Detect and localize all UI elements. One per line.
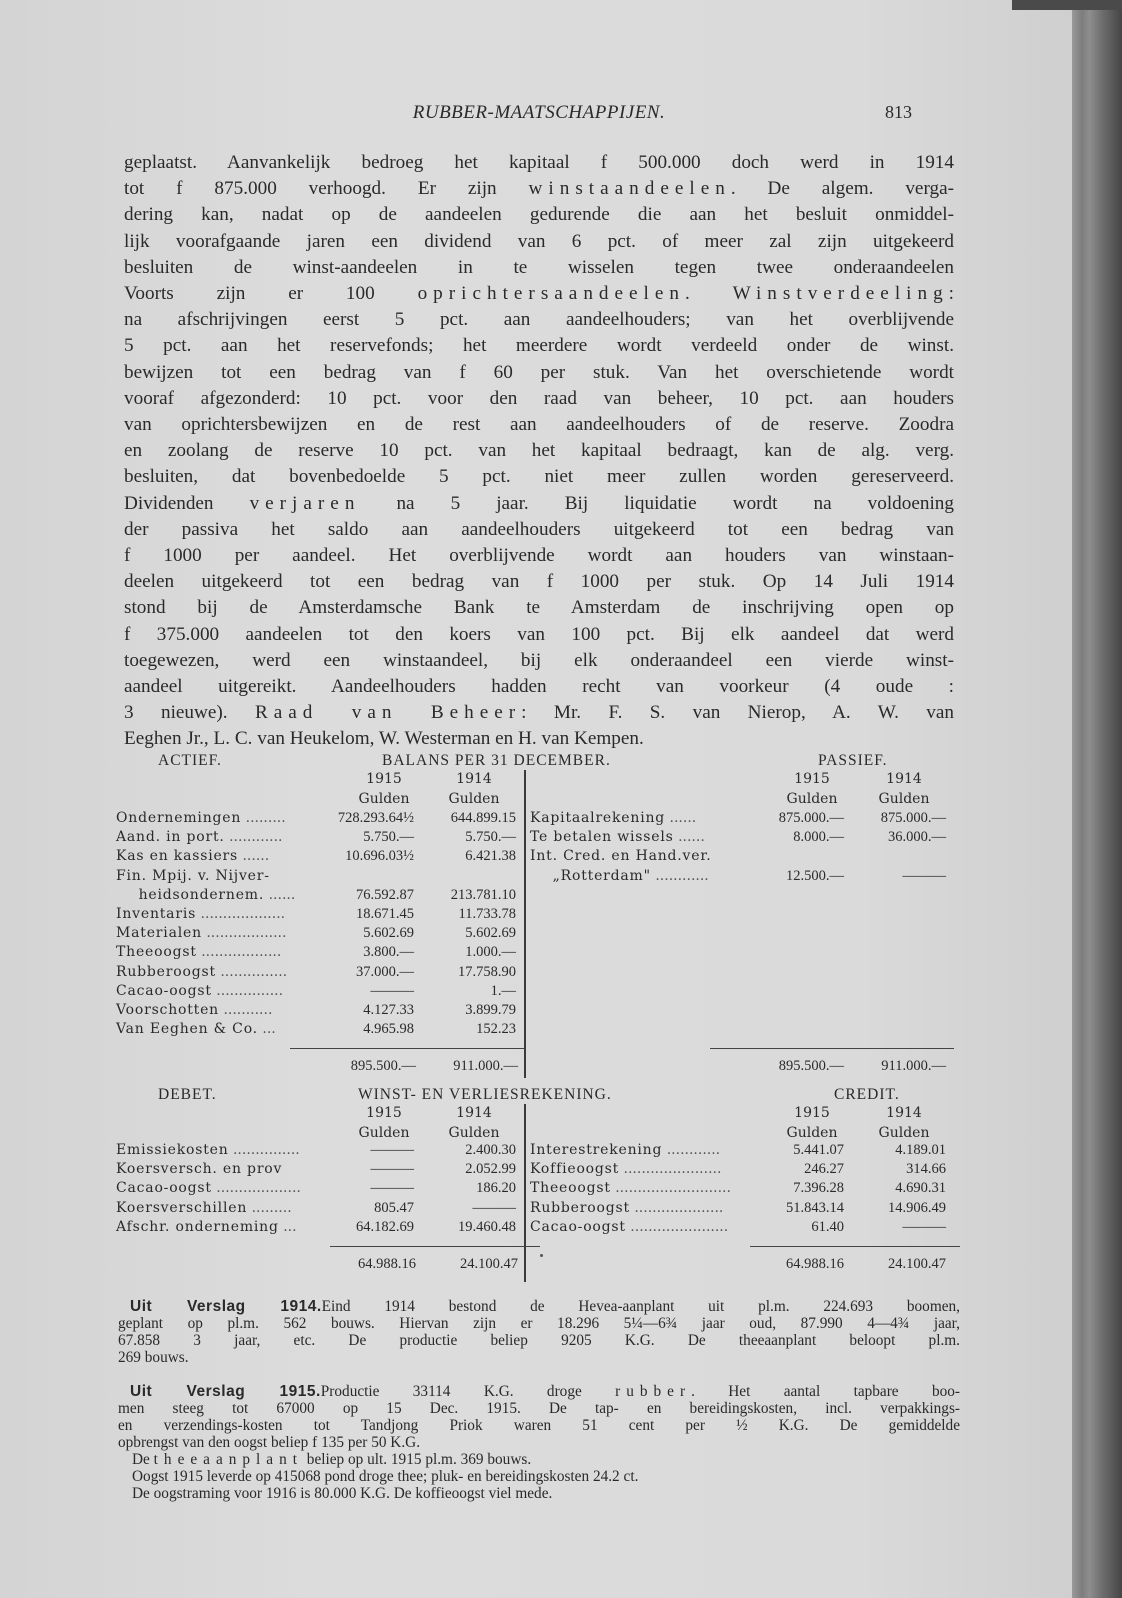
value-1915: 5.602.69	[363, 925, 414, 942]
table-row	[530, 1219, 950, 1238]
value-1914: 875.000.—	[880, 810, 946, 826]
total-rule	[710, 1048, 954, 1049]
assets-total-1915: 895.500.—	[350, 1058, 416, 1074]
value-1915: 12.500.—	[786, 867, 844, 884]
report-1914	[118, 1298, 960, 1366]
table-row	[530, 810, 950, 829]
spaced-emphasis: Raad van Beheer	[254, 702, 522, 724]
row-label: Kapitaalrekening ......	[530, 810, 697, 826]
table-row	[116, 1180, 536, 1199]
value-1914: ———	[472, 1199, 516, 1216]
year-header: 1915	[366, 1105, 402, 1121]
value-1914: 6.421.38	[465, 848, 516, 865]
value-1915: 18.671.45	[356, 906, 414, 922]
text-line: na afschrijvingen eerst 5 pct. aan aandeelhouders; van het overblijvende	[124, 309, 954, 331]
year-header: 1914	[456, 1105, 492, 1121]
total-rule	[750, 1246, 960, 1247]
text-line: f 375.000 aandeelen tot den koers van 100 pct. Bij elk aandeel dat werd	[124, 623, 954, 645]
debit-total-1915: 64.988.16	[358, 1256, 416, 1272]
liabilities-total-1914: 911.000.—	[881, 1058, 946, 1074]
text-line: Dividenden verjaren na 5 jaar. Bij liquidatie wordt na voldoening	[124, 492, 954, 514]
row-label: Koersverschillen .........	[116, 1199, 292, 1216]
value-1915: 64.182.69	[356, 1218, 414, 1235]
value-1915: 246.27	[804, 1161, 844, 1178]
year-header: 1914	[456, 771, 492, 787]
text-line: 5 pct. aan het reservefonds; het meerdere wordt verdeeld onder de winst.	[124, 335, 954, 357]
row-label: Van Eeghen & Co. ...	[116, 1021, 276, 1038]
table-row	[530, 829, 950, 848]
liabilities-total-1915: 895.500.—	[778, 1058, 844, 1074]
text-line: De oogstraming voor 1916 is 80.000 K.G. De koffieoogst viel mede.	[132, 1485, 553, 1502]
year-header: 1915	[794, 1105, 830, 1121]
value-1914: 2.400.30	[465, 1142, 516, 1158]
row-label: Int. Cred. en Hand.ver.	[530, 848, 712, 865]
year-header: 1915	[794, 771, 830, 787]
table-row	[530, 1200, 950, 1219]
value-1915: ———	[370, 1142, 414, 1158]
balance-center-title: BALANS PER 31 DECEMBER.	[382, 752, 611, 769]
value-1914: 314.66	[906, 1161, 946, 1178]
table-row	[116, 1161, 536, 1180]
unit-header: Gulden	[878, 1125, 930, 1141]
table-row	[116, 1002, 536, 1021]
text-line: 269 bouws.	[118, 1349, 189, 1366]
row-label: Inventaris ...................	[116, 906, 286, 922]
text-line: Oogst 1915 leverde op 415068 pond droge thee; pluk- en bereidingskosten 24.2 ct.	[132, 1468, 639, 1485]
row-label: Theeoogst ..........................	[530, 1180, 731, 1197]
book-spine-shadow	[1072, 0, 1122, 1598]
text-line: bewijzen tot een bedrag van f 60 per stuk. Van het overschietende wordt	[124, 361, 954, 383]
spaced-emphasis: rubber	[615, 1383, 692, 1400]
text-line: Uit Verslag 1915.Productie 33114 K.G. droge rubber. Het aantal tapbare boo-	[130, 1383, 960, 1400]
row-label: Voorschotten ...........	[116, 1002, 273, 1018]
unit-header: Gulden	[786, 1125, 838, 1141]
year-header: 1915	[366, 771, 402, 787]
text-line: men steeg tot 67000 op 15 Dec. 1915. De tap- en bereidingskosten, incl. verpakkings-	[118, 1400, 960, 1417]
text-line: vooraf afgezonderd: 10 pct. voor den raad van beheer, 10 pct. aan houders	[124, 387, 954, 409]
report-1915	[118, 1383, 960, 1502]
value-1914: 17.758.90	[458, 963, 516, 980]
spaced-emphasis: Winstverdeeling	[732, 283, 949, 305]
table-row	[116, 944, 536, 963]
value-1915: 805.47	[374, 1199, 414, 1216]
row-label: Te betalen wissels ......	[530, 829, 705, 846]
balance-left-title: ACTIEF.	[158, 752, 222, 769]
value-1915: 728.293.64½	[337, 810, 414, 826]
text-line: besluiten de winst-aandeelen in te wisselen tegen twee onderaandeelen	[124, 256, 954, 278]
value-1914: 5.750.—	[465, 829, 516, 846]
total-rule	[330, 1246, 540, 1247]
text-line: besluiten, dat bovenbedoelde 5 pct. niet meer zullen worden gereserveerd.	[124, 466, 954, 488]
year-header: 1914	[886, 771, 922, 787]
text-line: en zoolang de reserve 10 pct. van het kapitaal bedraagt, kan de alg. verg.	[124, 440, 954, 462]
table-row	[530, 1142, 950, 1161]
row-label: Rubberoogst ....................	[530, 1199, 724, 1216]
value-1915: 5.750.—	[363, 829, 414, 846]
text-line: 67.858 3 jaar, etc. De productie beliep 9205 K.G. De theeaanplant beloopt pl.m.	[118, 1332, 960, 1349]
table-row	[530, 1180, 950, 1199]
value-1914: 5.602.69	[465, 925, 516, 942]
spaced-emphasis: theeaanplant	[153, 1451, 303, 1468]
table-row	[116, 983, 536, 1002]
value-1914: 14.906.49	[888, 1199, 946, 1216]
body-paragraph	[124, 150, 954, 753]
table-row	[116, 1021, 536, 1040]
row-label: „Rotterdam" ............	[530, 867, 709, 884]
balance-sheet-table	[116, 752, 956, 1082]
value-1915: 4.127.33	[363, 1002, 414, 1018]
spaced-emphasis: winstaandeelen	[528, 178, 731, 200]
unit-header: Gulden	[448, 1125, 500, 1141]
value-1915: ———	[370, 1180, 414, 1197]
table-row	[116, 810, 536, 829]
text-line: toegewezen, werd een winstaandeel, bij elk onderaandeel een vierde winst-	[124, 649, 954, 671]
value-1914: ———	[902, 867, 946, 884]
unit-header: Gulden	[358, 791, 410, 807]
profit-loss-table	[116, 1086, 956, 1276]
text-line: geplaatst. Aanvankelijk bedroeg het kapitaal f 500.000 doch werd in 1914	[124, 152, 954, 173]
text-line: aandeel uitgereikt. Aandeelhouders hadden recht van voorkeur (4 oude :	[124, 676, 954, 698]
debit-total-1914: 24.100.47	[460, 1256, 518, 1272]
value-1915: 51.843.14	[786, 1199, 844, 1216]
table-row	[530, 848, 950, 867]
spaced-emphasis: verjaren	[249, 492, 361, 514]
row-label: Cacao-oogst ......................	[530, 1218, 729, 1235]
row-label: Rubberoogst ...............	[116, 963, 288, 980]
value-1914: 11.733.78	[458, 906, 516, 922]
table-row	[116, 1142, 536, 1161]
value-1915: 76.592.87	[356, 886, 414, 903]
row-label: Kas en kassiers ......	[116, 848, 270, 865]
text-line: Uit Verslag 1914.Eind 1914 bestond de Hevea-aanplant uit pl.m. 224.693 boomen,	[130, 1298, 960, 1315]
text-line: stond bij de Amsterdamsche Bank te Amsterdam de inschrijving open op	[124, 597, 954, 619]
row-label: Aand. in port. ............	[116, 829, 283, 846]
running-head: RUBBER-MAATSCHAPPIJEN.	[412, 102, 666, 123]
value-1914: 152.23	[476, 1021, 516, 1038]
value-1914: 4.189.01	[895, 1142, 946, 1158]
table-row	[116, 1219, 536, 1238]
value-1914: 186.20	[476, 1180, 516, 1197]
text-line: tot f 875.000 verhoogd. Er zijn winstaandeelen. De algem. verga-	[124, 178, 954, 200]
assets-total-1914: 911.000.—	[453, 1058, 518, 1074]
page-number: 813	[885, 102, 912, 122]
row-label: Emissiekosten ...............	[116, 1142, 300, 1158]
row-label: Afschr. onderneming ...	[116, 1218, 297, 1235]
value-1914: 644.899.15	[450, 810, 516, 826]
page-edge	[1012, 0, 1122, 10]
text-line: deelen uitgekeerd tot een bedrag van f 1000 per stuk. Op 14 Juli 1914	[124, 571, 954, 593]
text-line: lijk voorafgaande jaren een dividend van 6 pct. of meer zal zijn uitgekeerd	[124, 230, 954, 252]
unit-header: Gulden	[786, 791, 838, 807]
value-1915: 875.000.—	[778, 810, 844, 826]
text-line: dering kan, nadat op de aandeelen gedurende die aan het besluit onmiddel-	[124, 204, 954, 226]
balance-right-title: PASSIEF.	[818, 752, 888, 769]
report-lead: Uit Verslag 1915.	[130, 1383, 321, 1400]
text-line: opbrengst van den oogst beliep f 135 per 50 K.G.	[118, 1434, 421, 1451]
pl-left-title: DEBET.	[158, 1086, 217, 1103]
value-1915: ———	[370, 1161, 414, 1178]
value-1915: 61.40	[811, 1218, 844, 1235]
table-row	[116, 829, 536, 848]
table-row	[116, 1200, 536, 1219]
table-row	[116, 964, 536, 983]
value-1914: ———	[902, 1218, 946, 1235]
value-1915: 8.000.—	[793, 829, 844, 846]
row-label: Theeoogst ..................	[116, 944, 282, 961]
value-1915: 37.000.—	[356, 963, 414, 980]
value-1915: 10.696.03½	[345, 848, 414, 865]
text-line: Voorts zijn er 100 oprichtersaandeelen. Winstverdeeling:	[124, 283, 955, 305]
value-1915: 4.965.98	[363, 1021, 414, 1038]
row-label: Cacao-oogst ...............	[116, 982, 284, 999]
pl-center-title: WINST- EN VERLIESREKENING.	[358, 1086, 612, 1103]
value-1914: 19.460.48	[458, 1218, 516, 1235]
row-label: Materialen ..................	[116, 925, 287, 942]
text-line: De theeaanplant beliep op ult. 1915 pl.m. 369 bouws.	[132, 1451, 532, 1468]
row-label: Koffieoogst ......................	[530, 1161, 722, 1178]
row-label: Koersversch. en prov	[116, 1161, 283, 1178]
table-row	[116, 906, 536, 925]
value-1915: 7.396.28	[793, 1180, 844, 1197]
credit-total-1915: 64.988.16	[786, 1256, 844, 1272]
table-row	[116, 925, 536, 944]
value-1914: 1.—	[490, 982, 516, 999]
unit-header: Gulden	[358, 1125, 410, 1141]
value-1914: 4.690.31	[895, 1180, 946, 1197]
value-1914: 2.052.99	[465, 1161, 516, 1178]
table-row	[530, 1161, 950, 1180]
unit-header: Gulden	[448, 791, 500, 807]
ink-speck	[540, 1254, 543, 1257]
table-row	[116, 868, 536, 887]
text-line: 3 nieuwe). Raad van Beheer: Mr. F. S. van Nierop, A. W. van	[124, 702, 954, 724]
unit-header: Gulden	[878, 791, 930, 807]
text-line: der passiva het saldo aan aandeelhouders uitgekeerd tot een bedrag van	[124, 518, 954, 540]
text-line: van oprichtersbewijzen en de rest aan aandeelhouders of de reserve. Zoodra	[124, 414, 954, 436]
text-line: en verzendings-kosten tot Tandjong Priok waren 51 cent per ½ K.G. De gemiddelde	[118, 1417, 960, 1434]
value-1915: ———	[370, 982, 414, 999]
row-label: Cacao-oogst ...................	[116, 1180, 301, 1197]
text-line: f 1000 per aandeel. Het overblijvende wordt aan houders van winstaan-	[124, 545, 954, 567]
value-1914: 1.000.—	[465, 944, 516, 961]
row-label: Interestrekening ............	[530, 1142, 721, 1158]
table-row	[530, 868, 950, 887]
spaced-emphasis: oprichtersaandeelen	[417, 283, 685, 305]
table-row	[116, 848, 536, 867]
value-1915: 3.800.—	[363, 944, 414, 961]
pl-right-title: CREDIT.	[834, 1086, 900, 1103]
table-row	[116, 887, 536, 906]
report-lead: Uit Verslag 1914.	[130, 1298, 322, 1315]
value-1914: 36.000.—	[888, 829, 946, 846]
value-1915: 5.441.07	[793, 1142, 844, 1158]
text-line: Eeghen Jr., L. C. van Heukelom, W. Westerman en H. van Kempen.	[124, 728, 644, 750]
row-label: heidsondernem. ......	[116, 886, 296, 903]
year-header: 1914	[886, 1105, 922, 1121]
total-rule	[290, 1048, 524, 1049]
value-1914: 3.899.79	[465, 1002, 516, 1018]
text-line: geplant op pl.m. 562 bouws. Hiervan zijn er 18.296 5¼—6¾ jaar oud, 87.990 4—4¾ jaar,	[118, 1315, 960, 1332]
credit-total-1914: 24.100.47	[888, 1256, 946, 1272]
row-label: Ondernemingen .........	[116, 810, 286, 826]
row-label: Fin. Mpij. v. Nijver-	[116, 867, 270, 884]
value-1914: 213.781.10	[450, 886, 516, 903]
